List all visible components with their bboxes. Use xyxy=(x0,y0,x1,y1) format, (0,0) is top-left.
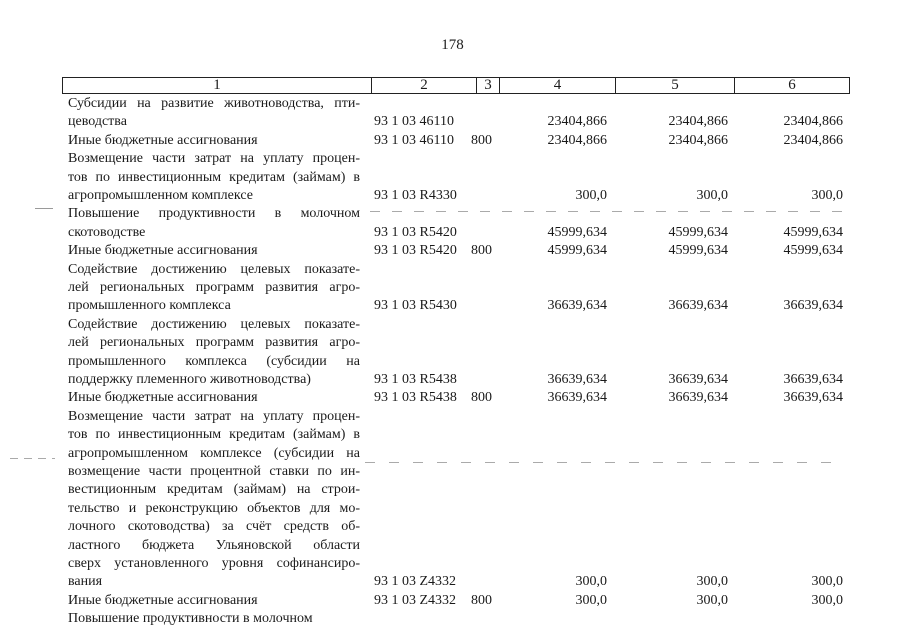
description-line: Субсидии на развитие животноводства, пти- xyxy=(68,96,360,111)
description-line: лочного скотоводства) за счёт средств об- xyxy=(68,519,360,535)
row-value-col4: 36639,634 xyxy=(547,372,607,387)
row-value-col5: 300,0 xyxy=(696,574,728,590)
description-line: цеводства xyxy=(68,114,127,130)
row-value-col4: 36639,634 xyxy=(547,390,607,406)
row-code: 93 1 03 Z4332 xyxy=(374,574,457,590)
header-col-3: 3 xyxy=(484,77,492,93)
row-description xyxy=(68,261,360,316)
row-value-col6: 45999,634 xyxy=(783,224,843,240)
row-group: 800 xyxy=(471,132,492,148)
description-line: Иные бюджетные ассигнования xyxy=(68,132,258,148)
row-description xyxy=(68,389,360,407)
header-col-4: 4 xyxy=(553,77,562,93)
row-group: 800 xyxy=(471,592,492,608)
row-code: 93 1 03 R5420 xyxy=(374,243,457,259)
row-value-col4: 23404,866 xyxy=(547,114,607,130)
row-value-col6: 36639,634 xyxy=(783,298,843,314)
row-value-col6: 23404,866 xyxy=(783,132,843,148)
row-description xyxy=(68,205,360,242)
description-line: ластного бюджета Ульяновской области xyxy=(68,537,360,553)
row-group: 800 xyxy=(471,243,492,259)
description-line: тов по инвестиционным кредитам (займам) в xyxy=(68,169,360,185)
description-line: Повышение продуктивности в молочном xyxy=(68,611,313,627)
row-value-col4: 300,0 xyxy=(575,574,607,590)
header-col-6: 6 xyxy=(788,77,796,93)
row-value-col5: 45999,634 xyxy=(668,243,728,259)
description-line: поддержку племенного животноводства) xyxy=(68,371,311,387)
row-code: 93 1 03 Z4332 xyxy=(374,592,457,608)
description-line: сверх установленного уровня софинансиро- xyxy=(68,555,360,571)
row-description xyxy=(68,132,360,150)
header-col-5: 5 xyxy=(671,77,679,93)
row-description xyxy=(68,150,360,205)
description-line: Иные бюджетные ассигнования xyxy=(68,592,258,608)
row-value-col5: 23404,866 xyxy=(668,114,728,130)
table-header-row xyxy=(62,77,850,94)
row-description xyxy=(68,242,360,260)
description-line: вания xyxy=(68,574,103,590)
row-value-col5: 300,0 xyxy=(696,188,728,203)
row-value-col4: 45999,634 xyxy=(547,224,607,240)
row-code: 93 1 03 R5430 xyxy=(374,298,457,314)
row-description xyxy=(68,408,360,592)
row-code: 93 1 03 R5438 xyxy=(374,372,457,387)
row-code: 93 1 03 R4330 xyxy=(374,188,457,203)
row-value-col5: 36639,634 xyxy=(668,390,728,406)
row-value-col4: 300,0 xyxy=(575,592,607,608)
description-line: Повышение продуктивности в молочном xyxy=(68,206,360,222)
row-value-col6: 36639,634 xyxy=(783,390,843,406)
row-value-col4: 36639,634 xyxy=(547,298,607,314)
description-line: промышленного комплекса xyxy=(68,298,231,314)
row-description xyxy=(68,610,360,628)
description-line: промышленного комплекса (субсидии на xyxy=(68,353,360,369)
description-line: лей региональных программ развития агро- xyxy=(68,335,360,351)
description-line: Содействие достижению целевых показате- xyxy=(68,316,360,332)
description-line: скотоводстве xyxy=(68,224,146,240)
description-line: возмещение части процентной ставки по ин- xyxy=(68,463,360,479)
row-description xyxy=(68,592,360,610)
row-value-col5: 23404,866 xyxy=(668,132,728,148)
description-line: тов по инвестиционным кредитам (займам) в xyxy=(68,427,360,443)
row-value-col4: 300,0 xyxy=(575,188,607,203)
row-description xyxy=(68,95,360,132)
description-line: Иные бюджетные ассигнования xyxy=(68,243,258,259)
description-line: Содействие достижению целевых показате- xyxy=(68,261,360,277)
row-code: 93 1 03 46110 xyxy=(374,114,454,130)
row-code: 93 1 03 46110 xyxy=(374,132,454,148)
description-line: агропромышленном комплексе (субсидии на xyxy=(68,445,360,461)
description-line: Возмещение части затрат на уплату процен- xyxy=(68,408,360,424)
description-line: агропромышленном комплексе xyxy=(68,187,253,203)
row-value-col6: 300,0 xyxy=(811,188,843,203)
row-description xyxy=(68,316,360,390)
description-line: Иные бюджетные ассигнования xyxy=(68,390,258,406)
row-group: 800 xyxy=(471,390,492,406)
row-code: 93 1 03 R5438 xyxy=(374,390,457,406)
row-value-col6: 300,0 xyxy=(811,574,843,590)
row-value-col5: 300,0 xyxy=(696,592,728,608)
row-value-col4: 45999,634 xyxy=(547,243,607,259)
row-value-col5: 36639,634 xyxy=(668,372,728,387)
description-line: Возмещение части затрат на уплату процен- xyxy=(68,151,360,167)
header-col-1: 1 xyxy=(213,77,221,93)
row-value-col5: 36639,634 xyxy=(668,298,728,314)
description-line: вестиционным кредитам (займам) на строи- xyxy=(68,482,360,498)
page-number: 178 xyxy=(441,37,464,53)
row-value-col6: 23404,866 xyxy=(783,114,843,130)
row-value-col6: 36639,634 xyxy=(783,372,843,387)
description-line: тельство и реконструкцию объектов для мо- xyxy=(68,500,360,516)
row-value-col4: 23404,866 xyxy=(547,132,607,148)
row-value-col5: 45999,634 xyxy=(668,224,728,240)
description-line: лей региональных программ развития агро- xyxy=(68,279,360,295)
row-code: 93 1 03 R5420 xyxy=(374,224,457,240)
header-col-2: 2 xyxy=(420,77,428,93)
row-value-col6: 45999,634 xyxy=(783,243,843,259)
row-value-col6: 300,0 xyxy=(811,592,843,608)
